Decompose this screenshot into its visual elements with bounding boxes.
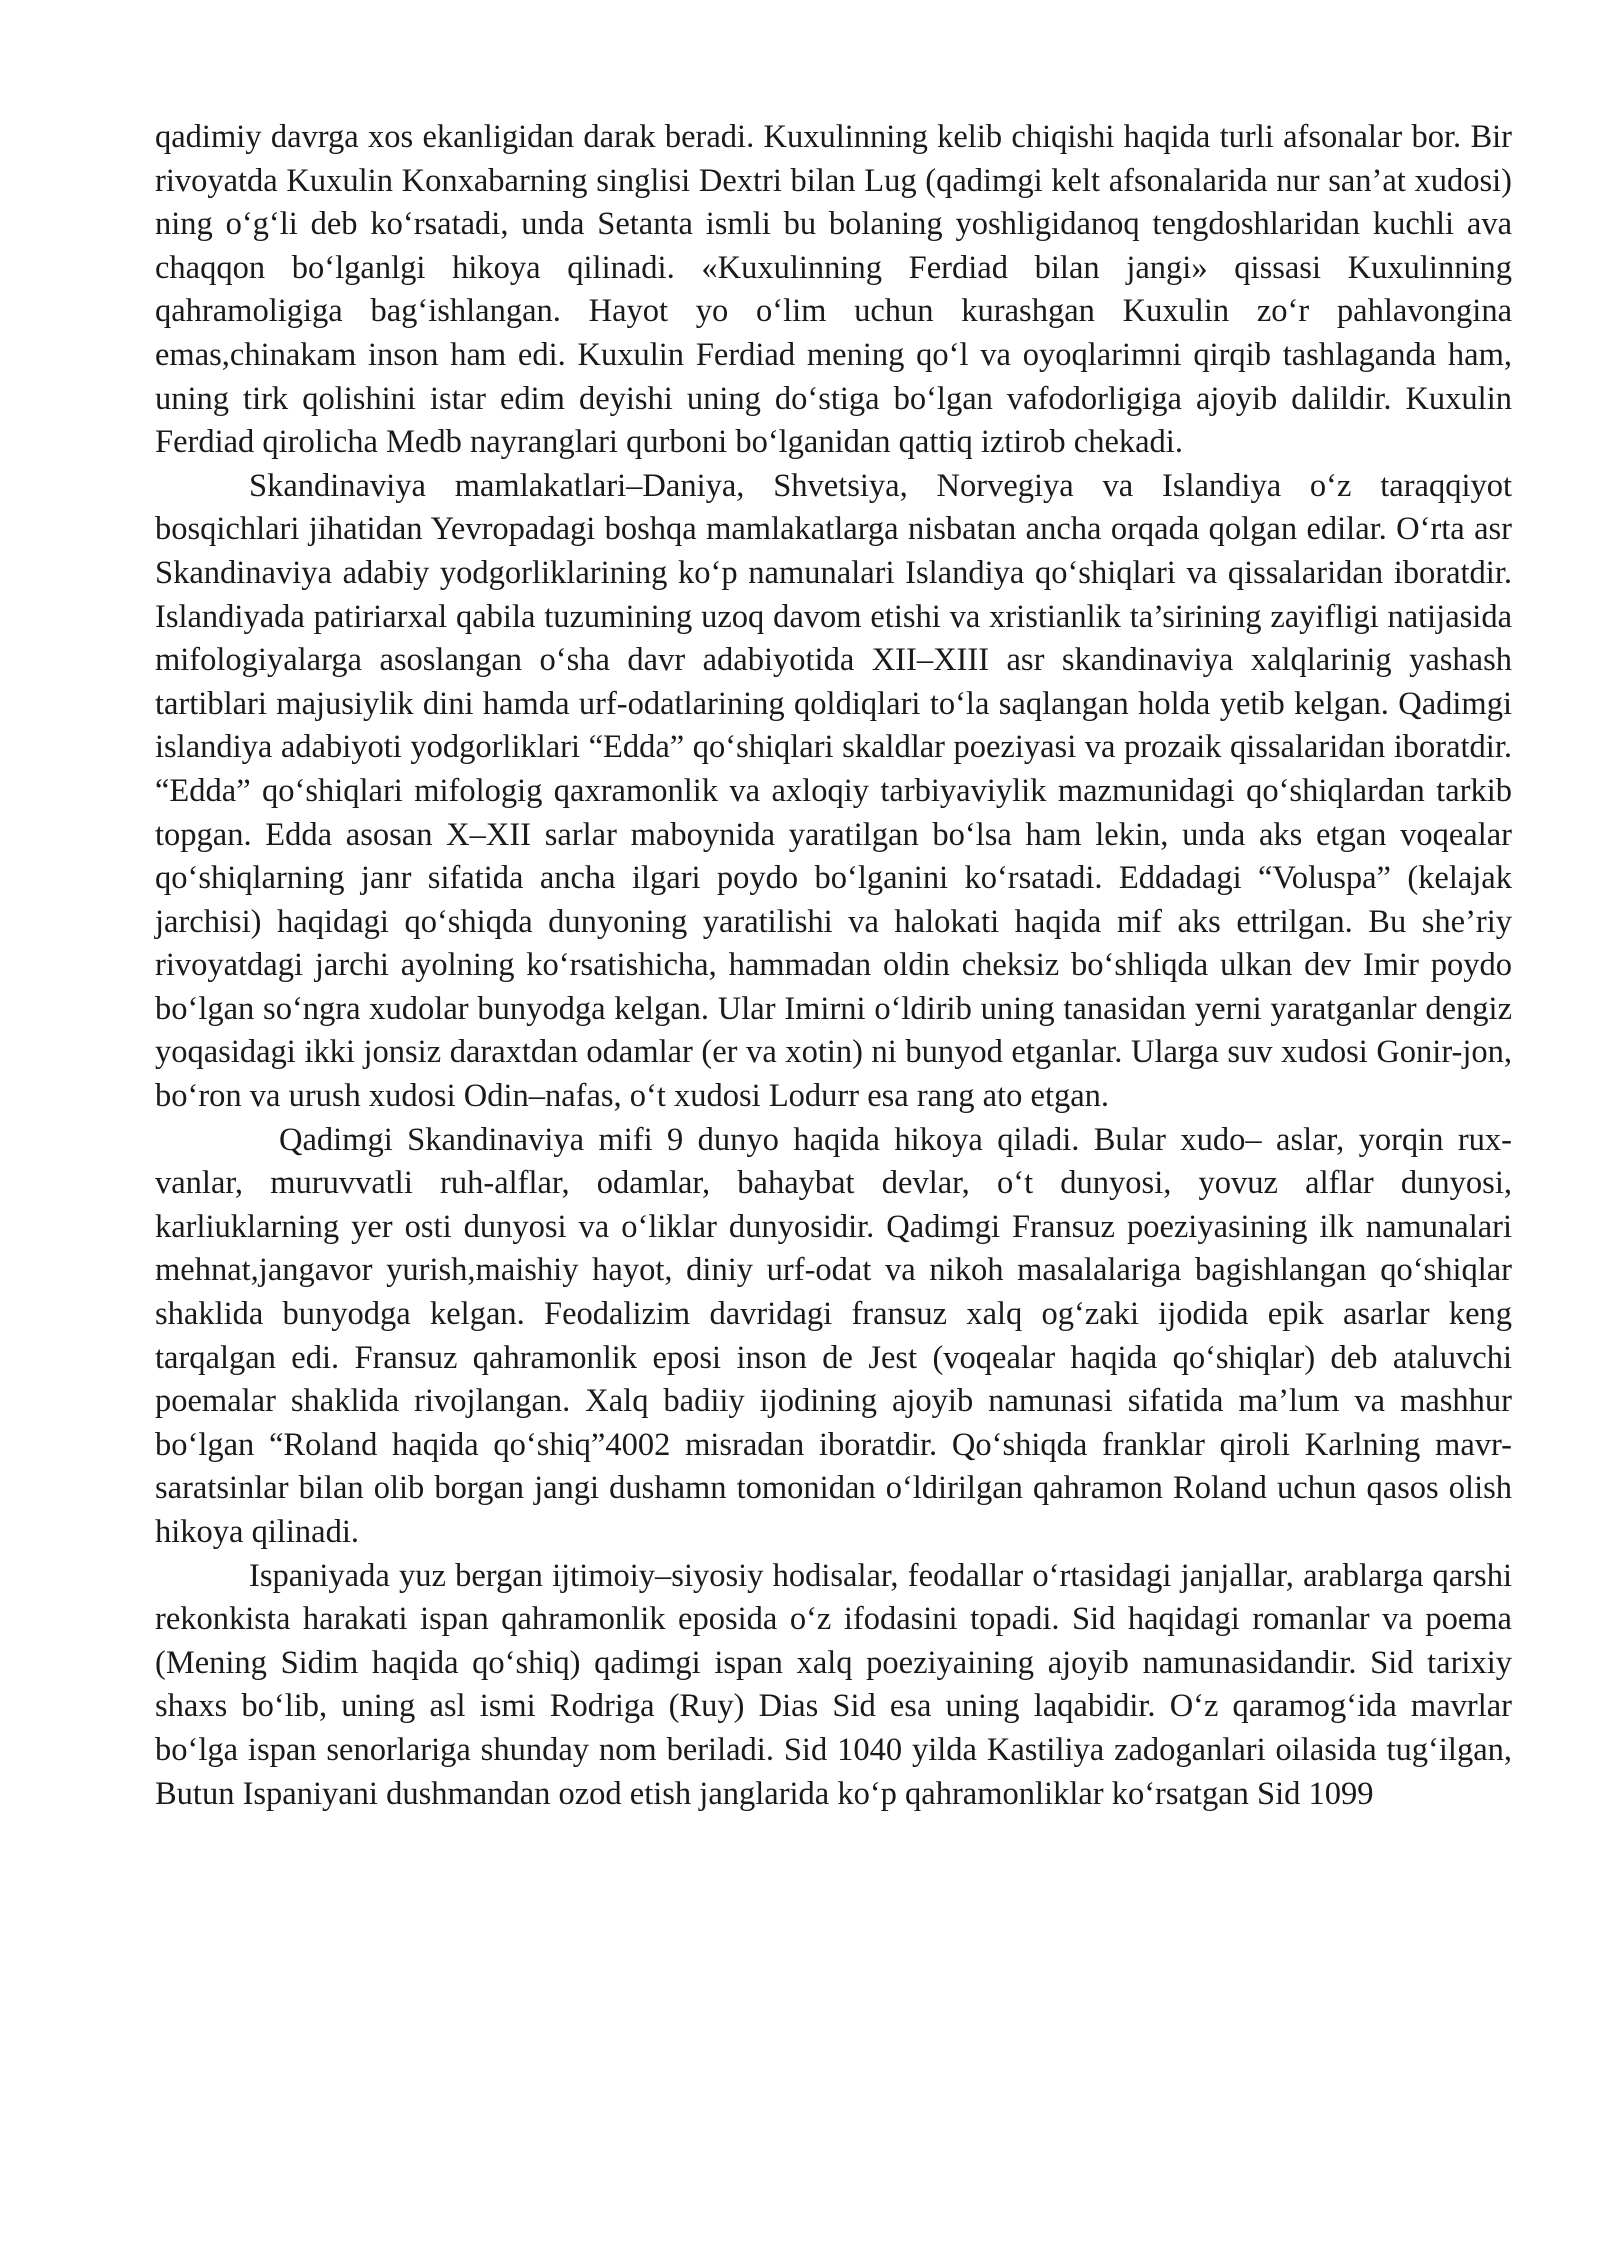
paragraph-skandinaviya: Skandinaviya mamlakatlari–Daniya, Shvetsiya, Norvegiya va Islandiya o‘z taraqqiyot bosqichlari jihatidan Yevropadagi boshqa mamlakatlarga nisbatan ancha orqada qolgan edilar. O‘rta asr Skandinaviya adabiy yodgorliklarining ko‘p namunalari Islandiya qo‘shiqlari va qissalaridan iboratdir. Islandiyada patiriarxal qabila tuzumining uzoq davom etishi va xristianlik ta’sirining zayifligi natijasida mifologiyalarga asoslangan o‘sha davr adabiyotida XII–XIII asr skandinaviya xalqlarinig yashash tartiblari majusiylik dini hamda urf-odatlarining qoldiqlari to‘la saqlangan holda yetib kelgan. Qadimgi islandiya adabiyoti yodgorliklari “Edda” qo‘shiqlari skaldlar poeziyasi va prozaik qissalaridan iboratdir. “Edda” qo‘shiqlari mifologig qaxramonlik va axloqiy tarbiyaviylik mazmunidagi qo‘shiqlardan tarkib topgan. Edda asosan X–XII sarlar maboynida yaratilgan bo‘lsa ham lekin, unda aks etgan voqealar qo‘shiqlarning janr sifatida ancha ilgari poydo bo‘lganini ko‘rsatadi. Eddadagi “Voluspa” (kelajak jarchisi) haqidagi qo‘shiqda dunyoning yaratilishi va halokati haqida mif aks ettrilgan. Bu she’riy rivoyatdagi jarchi ayolning ko‘rsatishicha, hammadan oldin cheksiz bo‘shliqda ulkan dev Imir poydo bo‘lgan so‘ngra xudolar bunyodga kelgan. Ular Imirni o‘ldirib uning tanasidan yerni yaratganlar dengiz yoqasidagi ikki jonsiz daraxtdan odamlar (er va xotin) ni bunyod etganlar. Ularga suv xudosi Gonir-jon, bo‘ron va urush xudosi Odin–nafas, o‘t xudosi Lodurr esa rang ato etgan. bbox=[155, 467, 1512, 1115]
paragraph-kuxulin: qadimiy davrga xos ekanligidan darak beradi. Kuxulinning kelib chiqishi haqida turli afsonalar bor. Bir rivoyatda Kuxulin Konxabarning singlisi Dextri bilan Lug (qadimgi kelt afsonalarida nur san’at xudosi) ning o‘g‘li deb ko‘rsatadi, unda Setanta ismli bu bolaning yoshligidanoq tengdoshlaridan kuchli ava chaqqon bo‘lganlgi hikoya qilinadi. «Kuxulinning Ferdiad bilan jangi» qissasi Kuxulinning qahramoligiga bag‘ishlangan. Hayot yo o‘lim uchun kurashgan Kuxulin zo‘r pahlavongina emas,chinakam inson ham edi. Kuxulin Ferdiad mening qo‘l va oyoqlarimni qirqib tashlaganda ham, uning tirk qolishini istar edim deyishi uning do‘stiga bo‘lgan vafodorligiga ajoyib dalildir. Kuxulin Ferdiad qirolicha Medb nayranglari qurboni bo‘lganidan qattiq iztirob chekadi. bbox=[155, 119, 1512, 461]
document-body bbox=[155, 116, 1512, 1816]
paragraph-qadimgi-skandinaviya-mifi: Qadimgi Skandinaviya mifi 9 dunyo haqida hikoya qiladi. Bular xudo– aslar, yorqin rux-vanlar, muruvvatli ruh-alflar, odamlar, bahaybat devlar, o‘t dunyosi, yovuz alflar dunyosi, karliuklarning yer osti dunyosi va o‘liklar dunyosidir. Qadimgi Fransuz poeziyasining ilk namunalari mehnat,jangavor yurish,maishiy hayot, diniy urf-odat va nikoh masalalariga bagishlangan qo‘shiqlar shaklida bunyodga kelgan. Feodalizim davridagi fransuz xalq og‘zaki ijodida epik asarlar keng tarqalgan edi. Fransuz qahramonlik eposi inson de Jest (voqealar haqida qo‘shiqlar) deb ataluvchi poemalar shaklida rivojlangan. Xalq badiiy ijodining ajoyib namunasi sifatida ma’lum va mashhur bo‘lgan “Roland haqida qo‘shiq”4002 misradan iboratdir. Qo‘shiqda franklar qiroli Karlning mavr-saratsinlar bilan olib borgan jangi dushamn tomonidan o‘ldirilgan qahramon Roland uchun qasos olish hikoya qilinadi. bbox=[155, 1121, 1512, 1550]
paragraph-ispaniya: Ispaniyada yuz bergan ijtimoiy–siyosiy hodisalar, feodallar o‘rtasidagi janjallar, arablarga qarshi rekonkista harakati ispan qahramonlik eposida o‘z ifodasini topadi. Sid haqidagi romanlar va poema (Mening Sidim haqida qo‘shiq) qadimgi ispan xalq poeziyaining ajoyib namunasidandir. Sid tarixiy shaxs bo‘lib, uning asl ismi Rodriga (Ruy) Dias Sid esa uning laqabidir. O‘z qaramog‘ida mavrlar bo‘lga ispan senorlariga shunday nom beriladi. Sid 1040 yilda Kastiliya zadoganlari oilasida tug‘ilgan, Butun Ispaniyani dushmandan ozod etish janglarida ko‘p qahramonliklar ko‘rsatgan Sid 1099 bbox=[155, 1557, 1512, 1812]
